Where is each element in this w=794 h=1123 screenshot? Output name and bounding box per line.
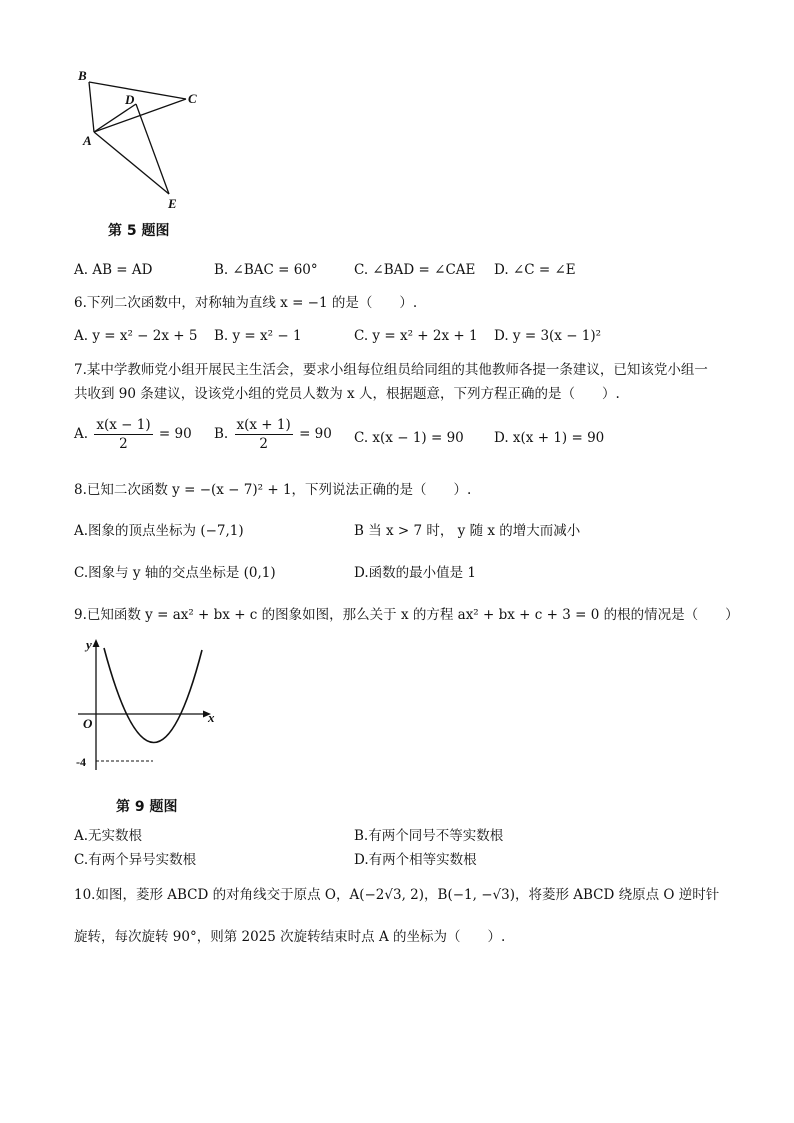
q6-option-d: D. y = 3(x − 1)² (494, 328, 602, 344)
label-o: O (83, 716, 93, 731)
q9-option-c: C.有两个异号实数根 (74, 852, 197, 868)
q5-option-c: C. ∠BAD = ∠CAE (354, 262, 476, 278)
segment-ad (94, 104, 136, 132)
q10-stem-line2: 旋转，每次旋转 90°，则第 2025 次旋转结束时点 A 的坐标为（ ）. (74, 929, 506, 945)
q8-stem: 8.已知二次函数 y = −(x − 7)² + 1，下列说法正确的是（ ）. (74, 482, 472, 498)
q5-option-a: A. AB = AD (74, 262, 153, 278)
q7-stem-line2: 共收到 90 条建议，设该党小组的党员人数为 x 人，根据题意，下列方程正确的是（ ）. (74, 386, 620, 402)
label-a: A (83, 133, 92, 148)
label-e: E (168, 196, 177, 211)
q6-stem: 6.下列二次函数中，对称轴为直线 x = −1 的是（ ）. (74, 295, 418, 311)
label-b: B (78, 68, 87, 83)
q7-option-a-fraction (94, 416, 152, 453)
label-minus-4: -4 (76, 755, 86, 769)
q6-option-a: A. y = x² − 2x + 5 (74, 328, 198, 344)
q8-option-d: D.函数的最小值是 1 (354, 565, 477, 581)
q9-stem: 9.已知函数 y = ax² + bx + c 的图象如图，那么关于 x 的方程 ax² + bx + c + 3 = 0 的根的情况是（ ） (74, 607, 739, 623)
q9-option-b: B.有两个同号不等实数根 (354, 828, 504, 844)
q5-option-d: D. ∠C = ∠E (494, 262, 576, 278)
q7-option-a-numerator: x(x − 1) (96, 417, 151, 433)
q7-option-c: C. x(x − 1) = 90 (354, 430, 464, 446)
label-d: D (125, 92, 135, 107)
q9-figure (74, 636, 224, 776)
q6-option-c: C. y = x² + 2x + 1 (354, 328, 478, 344)
q6-option-b: B. y = x² − 1 (214, 328, 302, 344)
q10-stem-line1: 10.如图，菱形 ABCD 的对角线交于原点 O，A(−2√3, 2)，B(−1, −√3)，将菱形 ABCD 绕原点 O 逆时针 (74, 887, 720, 903)
label-c: C (188, 91, 197, 106)
q7-option-a-denominator: 2 (119, 436, 128, 452)
parabola-curve (104, 648, 202, 743)
q5-figure (74, 66, 214, 216)
q7-option-b-label: B. (214, 426, 229, 442)
q7-option-d: D. x(x + 1) = 90 (494, 430, 605, 446)
q8-option-a: A.图象的顶点坐标为 (−7,1) (74, 523, 244, 539)
q9-caption: 第 9 题图 (116, 799, 178, 815)
label-x: x (208, 710, 215, 725)
q9-option-a: A.无实数根 (74, 828, 143, 844)
label-y: y (86, 637, 92, 652)
q7-option-b-fraction (235, 416, 293, 453)
segment-bc (89, 82, 186, 99)
segment-ba (89, 82, 94, 132)
q5-option-b: B. ∠BAC = 60° (214, 262, 318, 278)
q7-option-a-rhs: = 90 (158, 426, 192, 442)
q7-option-b (214, 416, 332, 453)
q8-option-b: B 当 x > 7 时， y 随 x 的增大而减小 (354, 523, 581, 539)
q9-option-d: D.有两个相等实数根 (354, 852, 477, 868)
q7-option-b-rhs: = 90 (299, 426, 332, 442)
q7-option-b-numerator: x(x + 1) (236, 417, 291, 433)
q8-option-c: C.图象与 y 轴的交点坐标是 (0,1) (74, 565, 276, 581)
q7-option-a (74, 416, 192, 453)
y-axis-arrow (93, 639, 100, 647)
q7-option-a-label: A. (74, 426, 89, 442)
q5-caption: 第 5 题图 (108, 223, 170, 239)
q7-option-b-denominator: 2 (259, 436, 268, 452)
q7-stem-line1: 7.某中学教师党小组开展民主生活会，要求小组每位组员给同组的其他教师各提一条建议，已知该党小组一 (74, 362, 708, 378)
